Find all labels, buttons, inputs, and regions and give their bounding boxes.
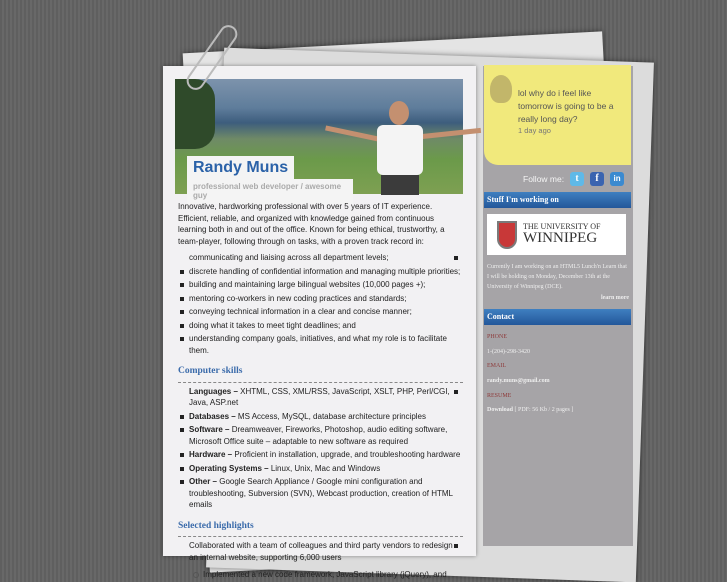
skill-label: Languages – xyxy=(189,386,238,396)
list-item xyxy=(178,320,463,332)
strength-text: mentoring co-workers in new coding practices and standards; xyxy=(189,293,407,303)
skill-label: Operating Systems – xyxy=(189,463,269,473)
strengths-list xyxy=(178,252,463,356)
logo-line2: WINNIPEG xyxy=(523,230,598,246)
resume-label: RESUME xyxy=(487,393,512,399)
contact-heading: Contact xyxy=(484,309,631,325)
list-item xyxy=(178,540,463,563)
follow-label: Follow me: xyxy=(523,174,565,184)
facebook-icon[interactable]: f xyxy=(590,172,604,186)
highlights-heading: Selected highlights xyxy=(178,513,463,538)
phone-value: 1-(204)-298-3420 xyxy=(487,349,530,355)
logo-line1: THE UNIVERSITY OF xyxy=(523,222,601,231)
skill-text: Linux, Unix, Mac and Windows xyxy=(268,463,381,473)
skill-text: MS Access, MySQL, database architecture principles xyxy=(235,411,427,421)
skill-text: Proficient in installation, upgrade, and troubleshooting hardware xyxy=(232,450,461,459)
tweet-text[interactable]: lol why do i feel like tomorrow is going to be a really long day? xyxy=(518,88,614,124)
list-item xyxy=(178,476,463,511)
list-item xyxy=(178,306,463,318)
twitter-icon[interactable]: t xyxy=(570,172,584,186)
tagline: professional web developer / awesome guy xyxy=(187,179,353,204)
list-item xyxy=(192,569,463,581)
list-item xyxy=(178,411,463,423)
twitter-note xyxy=(484,65,631,165)
list-item xyxy=(178,386,463,409)
list-item xyxy=(178,449,463,461)
page-title: Randy Muns xyxy=(187,156,294,180)
download-link[interactable]: Download xyxy=(487,407,514,413)
skill-text: Dreamweaver, Fireworks, Photoshop, audio editing software, Microsoft Office suite – adaptable to new software as required xyxy=(189,425,448,446)
intro-text: Innovative, hardworking professional with over 5 years of IT experience. Efficient, reliable, and organized with knowledge gained from continuous learning both in and out of the office. Known for being ethical, trustworthy, a team-player, following through on tasks, with a proven track record in: xyxy=(178,202,445,246)
list-item xyxy=(178,333,463,356)
bird-icon xyxy=(490,75,512,103)
strength-text: discrete handling of confidential information and managing multiple priorities; xyxy=(189,266,461,276)
skills-list xyxy=(178,386,463,511)
skill-text: XHTML, CSS, XML/RSS, JavaScript, XSLT, PHP, Perl/CGI, Java, ASP.net xyxy=(189,386,450,407)
list-item xyxy=(178,266,463,278)
crest-icon xyxy=(497,221,517,249)
highlight-text: Collaborated with a team of colleagues and third party vendors to redesign an internal website, supporting 6,000 users xyxy=(189,541,453,562)
skills-heading: Computer skills xyxy=(178,358,463,383)
list-item xyxy=(178,463,463,475)
highlight-subtext: Implemented a new code framework, JavaScript library (jQuery), and xyxy=(203,570,447,579)
phone-label: PHONE xyxy=(487,334,508,340)
strength-text: understanding company goals, initiatives, and what my role is to facilitate them. xyxy=(189,334,447,355)
learn-more-link[interactable]: learn more xyxy=(600,295,629,301)
list-item xyxy=(178,293,463,305)
list-item xyxy=(178,424,463,447)
tweet-time: 1 day ago xyxy=(518,126,551,135)
working-text: Currently I am working on an HTML5 Lunch'n Learn that I will be holding on Monday, December 13th at the University of Winnipeg (DCE). xyxy=(487,264,627,290)
resume-paper xyxy=(163,66,476,579)
linkedin-icon[interactable]: in xyxy=(610,172,624,186)
list-item xyxy=(178,279,463,291)
strength-text: building and maintaining large bilingual websites (10,000 pages +); xyxy=(189,280,426,289)
strength-text: communicating and liaising across all department levels; xyxy=(189,253,389,262)
header-photo xyxy=(175,79,463,200)
follow-me xyxy=(523,172,624,186)
skill-label: Software – xyxy=(189,425,230,434)
email-link[interactable]: randy.muns@gmail.com xyxy=(487,378,550,384)
skill-label: Databases – xyxy=(189,411,236,421)
strength-text: conveying technical information in a clear and concise manner; xyxy=(189,307,412,316)
strength-text: doing what it takes to meet tight deadlines; and xyxy=(189,320,356,330)
skill-label: Hardware – xyxy=(189,450,233,459)
highlights-list xyxy=(178,540,463,563)
list-item xyxy=(178,252,463,264)
email-label: EMAIL xyxy=(487,363,506,369)
working-heading: Stuff I'm working on xyxy=(484,192,631,208)
skill-text: Google Search Appliance / Google mini configuration and troubleshooting, Subversion (SVN), Webcast production, creation of HTML emails xyxy=(189,477,453,509)
skill-label: Other – xyxy=(189,477,218,486)
uwinnipeg-logo[interactable] xyxy=(487,214,626,255)
resume-info: [ PDF: 56 Kb / 2 pages ] xyxy=(513,407,574,413)
highlights-sublist xyxy=(178,569,463,581)
